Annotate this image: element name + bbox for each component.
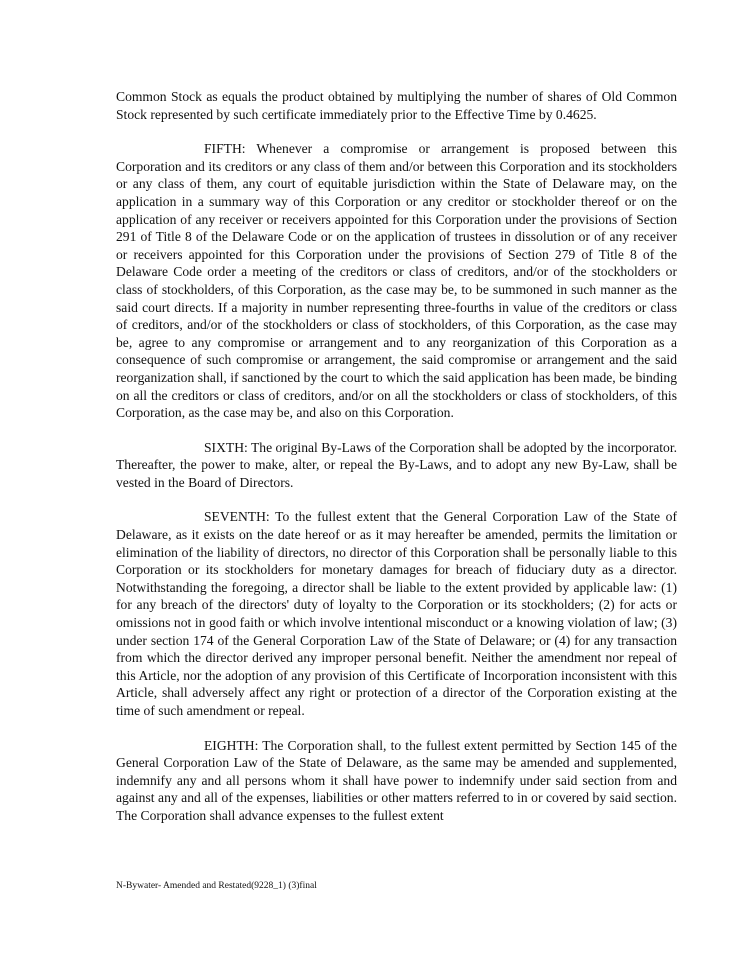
paragraph-fifth: FIFTH: Whenever a compromise or arrangement is proposed between this Corporation and its creditors or any class of them and/or between this Corporation and its stockholders or any class of them, any court of equitable jurisdiction within the State of Delaware may, on the application in a summary way of this Corporation or any creditor or stockholder thereof or on the application of any receiver or receivers appointed for this Corporation under the provisions of Section 291 of Title 8 of the Delaware Code or on the application of trustees in dissolution or of any receiver or receivers appointed for this Corporation under the provisions of Section 279 of Title 8 of the Delaware Code order a meeting of the creditors or class of creditors, and/or of the stockholders or class of stockholders, of this Corporation, as the case may be, to be summoned in such manner as the said court directs. If a majority in number representing three-fourths in value of the creditors or class of creditors, and/or of the stockholders or class of stockholders, of this Corporation, as the case may be, agree to any compromise or arrangement and to any reorganization of this Corporation as a consequence of such compromise or arrangement, the said compromise or arrangement and the said reorganization shall, if sanctioned by the court to which the said application has been made, be binding on all the creditors or class of creditors, and/or on all the stockholders or class of stockholders, of this Corporation, as the case may be, and also on this Corporation.	[116, 141, 677, 421]
document-body	[116, 88, 677, 825]
document-footer: N-Bywater- Amended and Restated(9228_1) (3)final	[116, 881, 317, 891]
paragraph-sixth: SIXTH: The original By-Laws of the Corporation shall be adopted by the incorporator. Thereafter, the power to make, alter, or repeal the By-Laws, and to adopt any new By-Law, shall be vested in the Board of Directors.	[116, 439, 677, 490]
paragraph-seventh: SEVENTH: To the fullest extent that the General Corporation Law of the State of Delaware, as it exists on the date hereof or as it may hereafter be amended, permits the limitation or elimination of the liability of directors, no director of this Corporation shall be personally liable to this Corporation or its stockholders for monetary damages for breach of fiduciary duty as a director. Notwithstanding the foregoing, a director shall be liable to the extent provided by applicable law: (1) for any breach of the directors' duty of loyalty to the Corporation or its stockholders; (2) for acts or omissions not in good faith or which involve intentional misconduct or a knowing violation of law; (3) under section 174 of the General Corporation Law of the State of Delaware; or (4) for any transaction from which the director derived any improper personal benefit. Neither the amendment nor repeal of this Article, nor the adoption of any provision of this Certificate of Incorporation inconsistent with this Article, shall adversely affect any right or protection of a director of the Corporation existing at the time of such amendment or repeal.	[116, 509, 677, 718]
paragraph-continuation: Common Stock as equals the product obtained by multiplying the number of shares of Old Common Stock represented by such certificate immediately prior to the Effective Time by 0.4625.	[116, 89, 677, 122]
paragraph-eighth: EIGHTH: The Corporation shall, to the fullest extent permitted by Section 145 of the General Corporation Law of the State of Delaware, as the same may be amended and supplemented, indemnify any and all persons whom it shall have power to indemnify under said section from and against any and all of the expenses, liabilities or other matters referred to in or covered by said section. The Corporation shall advance expenses to the fullest extent	[116, 737, 677, 823]
